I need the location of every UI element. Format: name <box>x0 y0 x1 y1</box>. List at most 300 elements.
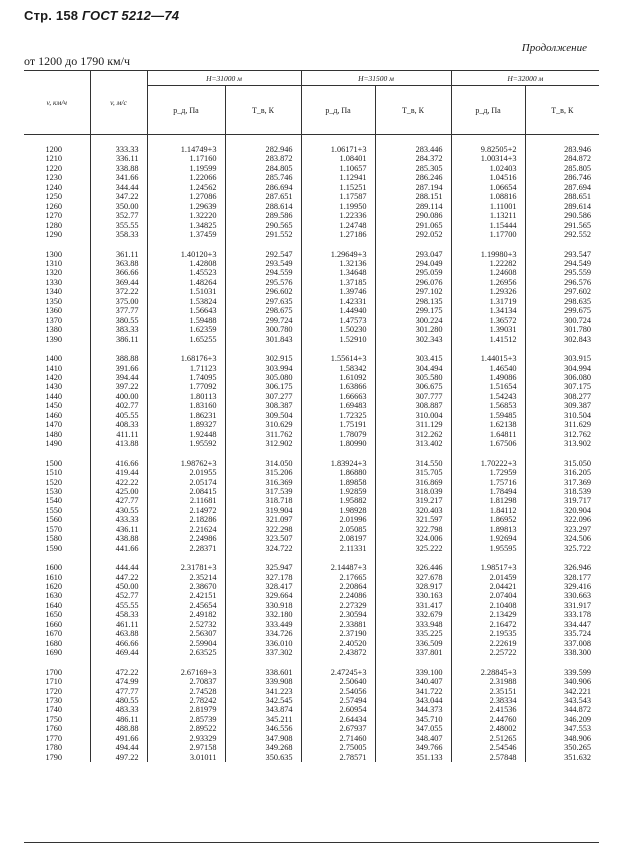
table-cell: 286.694 <box>225 183 301 192</box>
table-cell: 441.66 <box>90 544 147 553</box>
table-cell: 1660 <box>45 619 63 629</box>
table-cell: 483.33 <box>90 705 147 714</box>
table-cell: 1.34825 <box>147 221 225 230</box>
table-row <box>24 135 599 155</box>
table-cell: 1440 <box>45 391 63 401</box>
table-cell: 344.872 <box>525 705 599 714</box>
table-cell: 1.02403 <box>451 164 525 173</box>
table-cell: 2.38334 <box>451 696 525 705</box>
table-cell: 1.75191 <box>301 420 375 429</box>
table-row <box>24 506 599 515</box>
table-cell: 2.40520 <box>301 639 375 648</box>
table-cell: 1610 <box>45 572 63 582</box>
table-cell: 328.417 <box>225 582 301 591</box>
table-cell: 313.902 <box>525 439 599 448</box>
table-cell: 2.71460 <box>301 734 375 743</box>
table-cell: 336.11 <box>90 154 147 163</box>
table-cell: 325.222 <box>375 544 451 553</box>
table-cell: 452.77 <box>90 591 147 600</box>
table-cell: 1.92859 <box>301 487 375 496</box>
table-cell: 2.24086 <box>301 591 375 600</box>
table-cell: 294.549 <box>525 259 599 268</box>
table-cell: 334.447 <box>525 620 599 629</box>
table-cell: 3.01011 <box>147 753 225 762</box>
table-cell: 2.31781+3 <box>147 553 225 572</box>
table-row <box>24 192 599 201</box>
table-cell: 309.504 <box>225 411 301 420</box>
table-cell: 1250 <box>45 192 63 202</box>
table-cell: 339.100 <box>375 658 451 677</box>
table-cell: 285.805 <box>525 164 599 173</box>
table-cell: 351.632 <box>525 753 599 762</box>
table-cell: 1700 <box>45 667 63 677</box>
table-cell: 287.694 <box>525 183 599 192</box>
table-cell: 1460 <box>45 410 63 420</box>
table-cell: 1560 <box>45 515 63 525</box>
table-row <box>24 392 599 401</box>
table-cell: 1.14749+3 <box>147 135 225 155</box>
table-cell: 1590 <box>45 543 63 553</box>
table-cell: 289.614 <box>525 202 599 211</box>
table-cell: 302.843 <box>525 335 599 344</box>
table-cell: 334.726 <box>225 629 301 638</box>
table-cell: 2.21624 <box>147 525 225 534</box>
table-cell: 337.008 <box>525 639 599 648</box>
table-cell: 320.904 <box>525 506 599 515</box>
table-cell: 327.678 <box>375 573 451 582</box>
speed-range: от 1200 до 1790 км/ч <box>24 54 130 68</box>
table-cell: 361.11 <box>90 240 147 259</box>
table-cell: 1630 <box>45 591 63 601</box>
table-cell: 1.04516 <box>451 173 525 182</box>
table-cell: 284.372 <box>375 154 451 163</box>
table-cell: 315.050 <box>525 449 599 468</box>
table-cell: 1.86880 <box>301 468 375 477</box>
table-cell: 350.00 <box>90 202 147 211</box>
table-cell: 297.602 <box>525 287 599 296</box>
table-cell: 497.22 <box>90 753 147 762</box>
table-cell: 1.26956 <box>451 278 525 287</box>
table-cell: 1.72325 <box>301 411 375 420</box>
table-cell: 291.065 <box>375 221 451 230</box>
table-cell: 1.19950 <box>301 202 375 211</box>
table-cell: 1580 <box>45 534 63 544</box>
table-cell: 1710 <box>45 677 63 687</box>
table-cell: 1.42808 <box>147 259 225 268</box>
table-cell: 1.45523 <box>147 268 225 277</box>
table-cell: 1.75716 <box>451 478 525 487</box>
table-cell: 318.539 <box>525 487 599 496</box>
table-cell: 293.549 <box>225 259 301 268</box>
table-cell: 494.44 <box>90 743 147 752</box>
table-cell: 480.55 <box>90 696 147 705</box>
table-cell: 2.20864 <box>301 582 375 591</box>
table-cell: 1510 <box>45 468 63 478</box>
table-cell: 369.44 <box>90 278 147 287</box>
table-cell: 1.81298 <box>451 496 525 505</box>
table-cell: 1.42331 <box>301 297 375 306</box>
table-cell: 337.801 <box>375 648 451 657</box>
table-cell: 1.36572 <box>451 316 525 325</box>
table-cell: 2.59904 <box>147 639 225 648</box>
table-cell: 332.679 <box>375 610 451 619</box>
table-cell: 319.904 <box>225 506 301 515</box>
table-cell: 1.24608 <box>451 268 525 277</box>
table-cell: 491.66 <box>90 734 147 743</box>
table-cell: 322.798 <box>375 525 451 534</box>
table-cell: 2.44760 <box>451 715 525 724</box>
table-cell: 1570 <box>45 524 63 534</box>
table-cell: 1470 <box>45 420 63 430</box>
table-cell: 304.994 <box>525 364 599 373</box>
table-cell: 1.95592 <box>147 439 225 448</box>
table-cell: 1.22282 <box>451 259 525 268</box>
table-cell: 488.88 <box>90 724 147 733</box>
table-cell: 1410 <box>45 363 63 373</box>
col-v-ms: v, м/с <box>90 71 147 135</box>
table-cell: 2.85739 <box>147 715 225 724</box>
table-cell: 307.277 <box>225 392 301 401</box>
table-cell: 450.00 <box>90 582 147 591</box>
table-cell: 1.27086 <box>147 192 225 201</box>
table-cell: 324.722 <box>225 544 301 553</box>
table-cell: 311.762 <box>225 430 301 439</box>
table-cell: 1480 <box>45 429 63 439</box>
table-cell: 447.22 <box>90 573 147 582</box>
table-row <box>24 705 599 714</box>
table-cell: 2.25722 <box>451 648 525 657</box>
table-cell: 293.047 <box>375 240 451 259</box>
table-cell: 2.27329 <box>301 601 375 610</box>
col-v-kmh: v, км/ч <box>24 71 90 135</box>
col-pressure: p_д, Па <box>451 86 525 135</box>
table-cell: 1760 <box>45 724 63 734</box>
table-cell: 380.55 <box>90 316 147 325</box>
table-cell: 323.297 <box>525 525 599 534</box>
table-row <box>24 306 599 315</box>
table-cell: 1680 <box>45 638 63 648</box>
table-cell: 486.11 <box>90 715 147 724</box>
table-row <box>24 382 599 391</box>
table-cell: 1.52910 <box>301 335 375 344</box>
table-cell: 304.494 <box>375 364 451 373</box>
table-cell: 2.41536 <box>451 705 525 714</box>
table-cell: 1.00314+3 <box>451 154 525 163</box>
table-cell: 2.05085 <box>301 525 375 534</box>
table-cell: 2.75005 <box>301 743 375 752</box>
table-row <box>24 573 599 582</box>
table-cell: 2.50640 <box>301 677 375 686</box>
table-row <box>24 259 599 268</box>
table-row <box>24 240 599 259</box>
table-cell: 2.67169+3 <box>147 658 225 677</box>
table-cell: 347.908 <box>225 734 301 743</box>
table-row <box>24 753 599 762</box>
table-cell: 1650 <box>45 610 63 620</box>
table-cell: 1.44015+3 <box>451 344 525 363</box>
table-cell: 2.19535 <box>451 629 525 638</box>
table-cell: 350.635 <box>225 753 301 762</box>
table-cell: 1340 <box>45 287 63 297</box>
table-cell: 350.265 <box>525 743 599 752</box>
table-cell: 314.550 <box>375 449 451 468</box>
table-cell: 1.27186 <box>301 230 375 239</box>
table-cell: 341.223 <box>225 687 301 696</box>
table-cell: 1220 <box>45 163 63 173</box>
table-row <box>24 287 599 296</box>
table-row <box>24 658 599 677</box>
table-cell: 310.004 <box>375 411 451 420</box>
table-cell: 296.076 <box>375 278 451 287</box>
table-cell: 340.407 <box>375 677 451 686</box>
table-cell: 1260 <box>45 201 63 211</box>
table-cell: 1430 <box>45 382 63 392</box>
table-cell: 2.16472 <box>451 620 525 629</box>
table-cell: 427.77 <box>90 496 147 505</box>
table-cell: 2.30594 <box>301 610 375 619</box>
table-row <box>24 268 599 277</box>
table-row <box>24 610 599 619</box>
table-cell: 461.11 <box>90 620 147 629</box>
table-cell: 1.17587 <box>301 192 375 201</box>
table-cell: 2.47245+3 <box>301 658 375 677</box>
altitude-31500: H=31500 м <box>301 71 451 86</box>
table-cell: 294.049 <box>375 259 451 268</box>
table-row <box>24 211 599 220</box>
table-cell: 1.47573 <box>301 316 375 325</box>
table-cell: 2.28845+3 <box>451 658 525 677</box>
table-cell: 329.416 <box>525 582 599 591</box>
table-cell: 1750 <box>45 714 63 724</box>
table-cell: 300.224 <box>375 316 451 325</box>
table-cell: 1720 <box>45 686 63 696</box>
table-cell: 1.89858 <box>301 478 375 487</box>
table-cell: 1.13211 <box>451 211 525 220</box>
table-cell: 1.29649+3 <box>301 240 375 259</box>
table-cell: 306.080 <box>525 373 599 382</box>
table-cell: 333.948 <box>375 620 451 629</box>
table-cell: 2.22619 <box>451 639 525 648</box>
table-cell: 2.33881 <box>301 620 375 629</box>
table-cell: 296.602 <box>225 287 301 296</box>
table-cell: 1540 <box>45 496 63 506</box>
table-cell: 314.050 <box>225 449 301 468</box>
table-cell: 344.373 <box>375 705 451 714</box>
table-cell: 308.277 <box>525 392 599 401</box>
table-cell: 405.55 <box>90 411 147 420</box>
table-cell: 2.74528 <box>147 687 225 696</box>
table-cell: 1.49086 <box>451 373 525 382</box>
table-cell: 2.54546 <box>451 743 525 752</box>
table-cell: 419.44 <box>90 468 147 477</box>
table-cell: 1.15444 <box>451 221 525 230</box>
table-cell: 411.11 <box>90 430 147 439</box>
table-bottom-rule <box>24 842 599 843</box>
table-cell: 1.32136 <box>301 259 375 268</box>
table-row <box>24 401 599 410</box>
table-cell: 1.56853 <box>451 401 525 410</box>
table-cell: 342.221 <box>525 687 599 696</box>
altitude-31000: H=31000 м <box>147 71 301 86</box>
table-cell: 2.37190 <box>301 629 375 638</box>
table-cell: 315.705 <box>375 468 451 477</box>
table-cell: 1.95595 <box>451 544 525 553</box>
table-cell: 1.84112 <box>451 506 525 515</box>
table-cell: 289.586 <box>225 211 301 220</box>
table-cell: 299.675 <box>525 306 599 315</box>
table-cell: 299.175 <box>375 306 451 315</box>
table-cell: 2.70837 <box>147 677 225 686</box>
table-cell: 2.57848 <box>451 753 525 762</box>
table-cell: 1.29639 <box>147 202 225 211</box>
table-row <box>24 696 599 705</box>
table-body <box>24 135 599 763</box>
table-cell: 295.576 <box>225 278 301 287</box>
table-cell: 2.01996 <box>301 515 375 524</box>
table-cell: 1.51031 <box>147 287 225 296</box>
table-cell: 416.66 <box>90 449 147 468</box>
table-cell: 1.48264 <box>147 278 225 287</box>
table-cell: 331.917 <box>525 601 599 610</box>
table-cell: 307.175 <box>525 382 599 391</box>
table-cell: 438.88 <box>90 534 147 543</box>
table-cell: 335.724 <box>525 629 599 638</box>
table-cell: 386.11 <box>90 335 147 344</box>
table-cell: 340.906 <box>525 677 599 686</box>
table-cell: 288.614 <box>225 202 301 211</box>
table-cell: 1.83924+3 <box>301 449 375 468</box>
table-cell: 346.209 <box>525 715 599 724</box>
table-cell: 1.06654 <box>451 183 525 192</box>
table-cell: 1.46540 <box>451 364 525 373</box>
table-cell: 358.33 <box>90 230 147 239</box>
table-cell: 302.915 <box>225 344 301 363</box>
table-row <box>24 173 599 182</box>
table-cell: 1.17700 <box>451 230 525 239</box>
table-cell: 328.177 <box>525 573 599 582</box>
table-cell: 316.869 <box>375 478 451 487</box>
table-row <box>24 544 599 553</box>
table-cell: 284.805 <box>225 164 301 173</box>
table-row <box>24 715 599 724</box>
table-cell: 1290 <box>45 230 63 240</box>
table-cell: 408.33 <box>90 420 147 429</box>
table-cell: 343.543 <box>525 696 599 705</box>
table-cell: 1740 <box>45 705 63 715</box>
table-cell: 444.44 <box>90 553 147 572</box>
table-cell: 1670 <box>45 629 63 639</box>
table-cell: 1.62138 <box>451 420 525 429</box>
table-cell: 2.49182 <box>147 610 225 619</box>
table-cell: 325.722 <box>525 544 599 553</box>
table-cell: 1.34134 <box>451 306 525 315</box>
table-cell: 318.039 <box>375 487 451 496</box>
table-cell: 317.539 <box>225 487 301 496</box>
table-cell: 1.10657 <box>301 164 375 173</box>
table-cell: 1780 <box>45 743 63 753</box>
table-row <box>24 734 599 743</box>
table-cell: 349.766 <box>375 743 451 752</box>
table-cell: 1400 <box>45 354 63 364</box>
table-cell: 345.710 <box>375 715 451 724</box>
table-row <box>24 164 599 173</box>
table-cell: 2.14487+3 <box>301 553 375 572</box>
table-cell: 2.31988 <box>451 677 525 686</box>
page-number: Стр. 158 <box>24 8 79 23</box>
table-cell: 1.86231 <box>147 411 225 420</box>
table-row <box>24 230 599 239</box>
table-cell: 1.51654 <box>451 382 525 391</box>
table-cell: 402.77 <box>90 401 147 410</box>
table-cell: 1.19980+3 <box>451 240 525 259</box>
table-cell: 292.052 <box>375 230 451 239</box>
table-cell: 1.89813 <box>451 525 525 534</box>
table-cell: 283.446 <box>375 135 451 155</box>
table-cell: 2.97158 <box>147 743 225 752</box>
table-cell: 1520 <box>45 477 63 487</box>
table-cell: 1.98517+3 <box>451 553 525 572</box>
table-cell: 316.205 <box>525 468 599 477</box>
table-row <box>24 553 599 572</box>
table-cell: 339.599 <box>525 658 599 677</box>
table-cell: 338.601 <box>225 658 301 677</box>
table-row <box>24 620 599 629</box>
table-cell: 2.89522 <box>147 724 225 733</box>
table-row <box>24 478 599 487</box>
table-row <box>24 278 599 287</box>
table-cell: 1.98762+3 <box>147 449 225 468</box>
table-row <box>24 202 599 211</box>
table-cell: 455.55 <box>90 601 147 610</box>
table-cell: 324.506 <box>525 534 599 543</box>
table-cell: 306.175 <box>225 382 301 391</box>
table-cell: 377.77 <box>90 306 147 315</box>
table-cell: 1.83160 <box>147 401 225 410</box>
table-cell: 290.586 <box>525 211 599 220</box>
table-cell: 310.504 <box>525 411 599 420</box>
table-cell: 290.086 <box>375 211 451 220</box>
table-cell: 413.88 <box>90 439 147 448</box>
table-cell: 2.17665 <box>301 573 375 582</box>
table-cell: 289.114 <box>375 202 451 211</box>
table-cell: 319.717 <box>525 496 599 505</box>
table-cell: 351.133 <box>375 753 451 762</box>
table-row <box>24 468 599 477</box>
table-row <box>24 364 599 373</box>
table-cell: 318.718 <box>225 496 301 505</box>
table-cell: 2.07404 <box>451 591 525 600</box>
table-cell: 1.55614+3 <box>301 344 375 363</box>
table-cell: 1.59488 <box>147 316 225 325</box>
table-cell: 1.50230 <box>301 325 375 334</box>
table-cell: 2.14972 <box>147 506 225 515</box>
table-cell: 1240 <box>45 182 63 192</box>
table-cell: 292.547 <box>225 240 301 259</box>
table-cell: 2.01459 <box>451 573 525 582</box>
table-cell: 1420 <box>45 372 63 382</box>
table-cell: 1620 <box>45 582 63 592</box>
table-cell: 1.71123 <box>147 364 225 373</box>
table-cell: 9.82505+2 <box>451 135 525 155</box>
table-cell: 1.56643 <box>147 306 225 315</box>
table-cell: 1.68176+3 <box>147 344 225 363</box>
table-cell: 287.194 <box>375 183 451 192</box>
table-cell: 2.63525 <box>147 648 225 657</box>
table-cell: 293.547 <box>525 240 599 259</box>
table-cell: 305.080 <box>225 373 301 382</box>
table-cell: 1790 <box>45 752 63 762</box>
table-cell: 2.51265 <box>451 734 525 743</box>
